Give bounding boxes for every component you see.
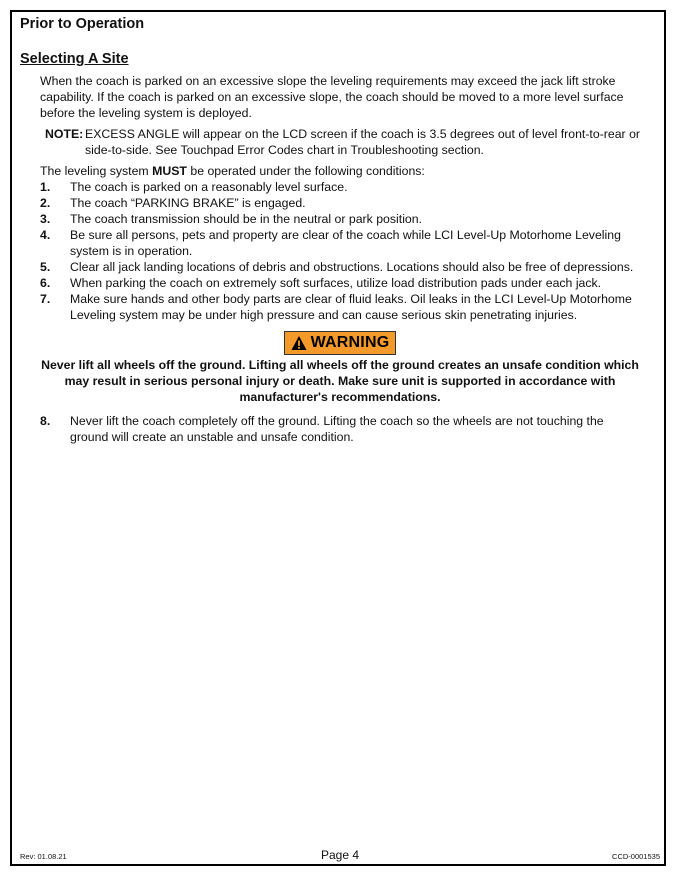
item-number: 1.	[40, 180, 51, 194]
note-label: NOTE:	[45, 127, 84, 141]
conditions-intro	[40, 163, 640, 179]
item-text: Never lift the coach completely off the ground. Lifting the coach so the wheels are not touching the ground will create an unstable and unsafe condition.	[70, 414, 604, 444]
item-number: 5.	[40, 260, 51, 274]
warning-triangle-icon	[291, 335, 307, 351]
list-item	[40, 291, 640, 323]
item-number: 3.	[40, 212, 51, 226]
list-item	[40, 275, 640, 291]
warning-banner	[284, 331, 396, 355]
list-item	[40, 413, 640, 445]
must-emphasis: MUST	[152, 164, 187, 178]
conditions-intro-after: be operated under the following conditions:	[186, 164, 425, 178]
list-item	[40, 227, 640, 259]
subheading: Selecting A Site	[20, 51, 129, 67]
item-text: The coach is parked on a reasonably level surface.	[70, 180, 348, 194]
conditions-intro-before: The leveling system	[40, 164, 153, 178]
item-text: The coach “PARKING BRAKE” is engaged.	[70, 196, 306, 210]
warning-label: WARNING	[310, 334, 390, 351]
item-text: The coach transmission should be in the neutral or park position.	[70, 212, 423, 226]
item-number: 4.	[40, 228, 51, 242]
item-text: When parking the coach on extremely soft surfaces, utilize load distribution pads under each jack.	[70, 276, 602, 290]
intro-paragraph: When the coach is parked on an excessive slope the leveling requirements may exceed the jack lift stroke capability. If the coach is parked on an excessive slope, the coach should be moved to a more level surface before the leveling system is deployed.	[40, 74, 624, 120]
warning-message: Never lift all wheels off the ground. Lifting all wheels off the ground creates an unsafe condition which may result in serious personal injury or death. Make sure unit is supported in accordance with manufacturer's recommendations.	[41, 358, 639, 404]
list-item	[40, 211, 640, 227]
item-number: 2.	[40, 196, 51, 210]
item-text: Make sure hands and other body parts are clear of fluid leaks. Oil leaks in the LCI Level-Up Motorhome Leveling system may be under high pressure and can cause serious skin penetrating injuries.	[70, 292, 632, 322]
note-text: EXCESS ANGLE will appear on the LCD screen if the coach is 3.5 degrees out of level front-to-rear or side-to-side. See Touchpad Error Codes chart in Troubleshooting section.	[85, 127, 641, 157]
note	[45, 126, 640, 158]
conditions-list-continued	[40, 413, 640, 445]
footer-document-code: CCD-0001535	[612, 852, 660, 861]
item-text: Be sure all persons, pets and property are clear of the coach while LCI Level-Up Motorhome Leveling system is in operation.	[70, 228, 621, 258]
conditions-list	[40, 179, 640, 323]
list-item	[40, 259, 640, 275]
item-number: 7.	[40, 292, 51, 306]
list-item	[40, 195, 640, 211]
item-text: Clear all jack landing locations of debris and obstructions. Locations should also be free of depressions.	[70, 260, 634, 274]
list-item	[40, 179, 640, 195]
item-number: 8.	[40, 414, 51, 428]
section-title: Prior to Operation	[20, 16, 145, 32]
footer-page-number: Page 4	[320, 848, 360, 862]
item-number: 6.	[40, 276, 51, 290]
footer-revision: Rev: 01.08.21	[20, 852, 67, 861]
